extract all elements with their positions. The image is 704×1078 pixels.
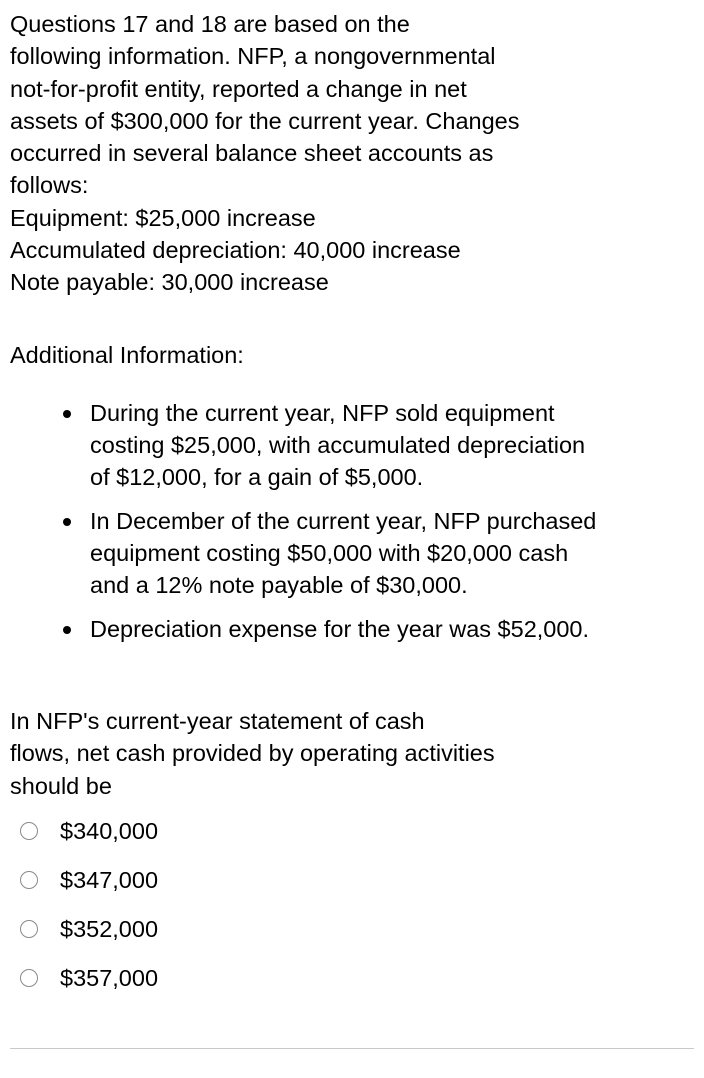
question-line: In NFP's current-year statement of cash	[10, 708, 425, 734]
intro-line: not-for-profit entity, reported a change in net	[10, 75, 467, 102]
bullet-line: of $12,000, for a gain of $5,000.	[90, 464, 424, 490]
radio-button-icon[interactable]	[20, 920, 38, 938]
bullet-line: and a 12% note payable of $30,000.	[90, 572, 468, 598]
intro-line: following information. NFP, a nongovernmental	[10, 43, 496, 70]
divider	[10, 1048, 694, 1049]
radio-button-icon[interactable]	[20, 822, 38, 840]
bullet-icon	[63, 518, 71, 526]
additional-info-heading: Additional Information:	[10, 342, 244, 368]
answer-option-b[interactable]	[20, 864, 158, 896]
radio-button-icon[interactable]	[20, 969, 38, 987]
radio-button-icon[interactable]	[20, 871, 38, 889]
list-item	[0, 397, 670, 493]
answer-option-d[interactable]	[20, 962, 158, 994]
answer-option-a[interactable]	[20, 815, 158, 847]
list-item	[0, 613, 670, 645]
bullet-line: In December of the current year, NFP purchased	[90, 508, 597, 534]
account-change-note-payable: Note payable: 30,000 increase	[10, 269, 329, 296]
option-label: $352,000	[60, 915, 159, 942]
bullet-line: During the current year, NFP sold equipment	[90, 400, 555, 426]
intro-line: occurred in several balance sheet accounts as	[10, 140, 494, 167]
bullet-line: equipment costing $50,000 with $20,000 cash	[90, 540, 569, 566]
question-intro	[10, 8, 670, 299]
bullet-icon	[63, 626, 71, 634]
additional-info-list	[0, 397, 704, 657]
list-item	[0, 505, 670, 601]
option-label: $357,000	[60, 964, 159, 991]
question-line: flows, net cash provided by operating activities	[10, 740, 495, 767]
bullet-line: costing $25,000, with accumulated depreciation	[90, 432, 586, 458]
intro-line: Questions 17 and 18 are based on the	[10, 11, 410, 37]
intro-line: follows:	[10, 172, 89, 199]
account-change-equipment: Equipment: $25,000 increase	[10, 204, 316, 231]
account-change-accumulated-depreciation: Accumulated depreciation: 40,000 increase	[10, 237, 461, 264]
answer-option-c[interactable]	[20, 913, 158, 945]
option-label: $340,000	[60, 817, 159, 844]
question-line: should be	[10, 772, 112, 799]
intro-line: assets of $300,000 for the current year. Changes	[10, 107, 520, 134]
question-prompt	[10, 705, 495, 802]
bullet-icon	[63, 410, 71, 418]
option-label: $347,000	[60, 866, 159, 893]
bullet-line: Depreciation expense for the year was $52,000.	[90, 616, 590, 642]
